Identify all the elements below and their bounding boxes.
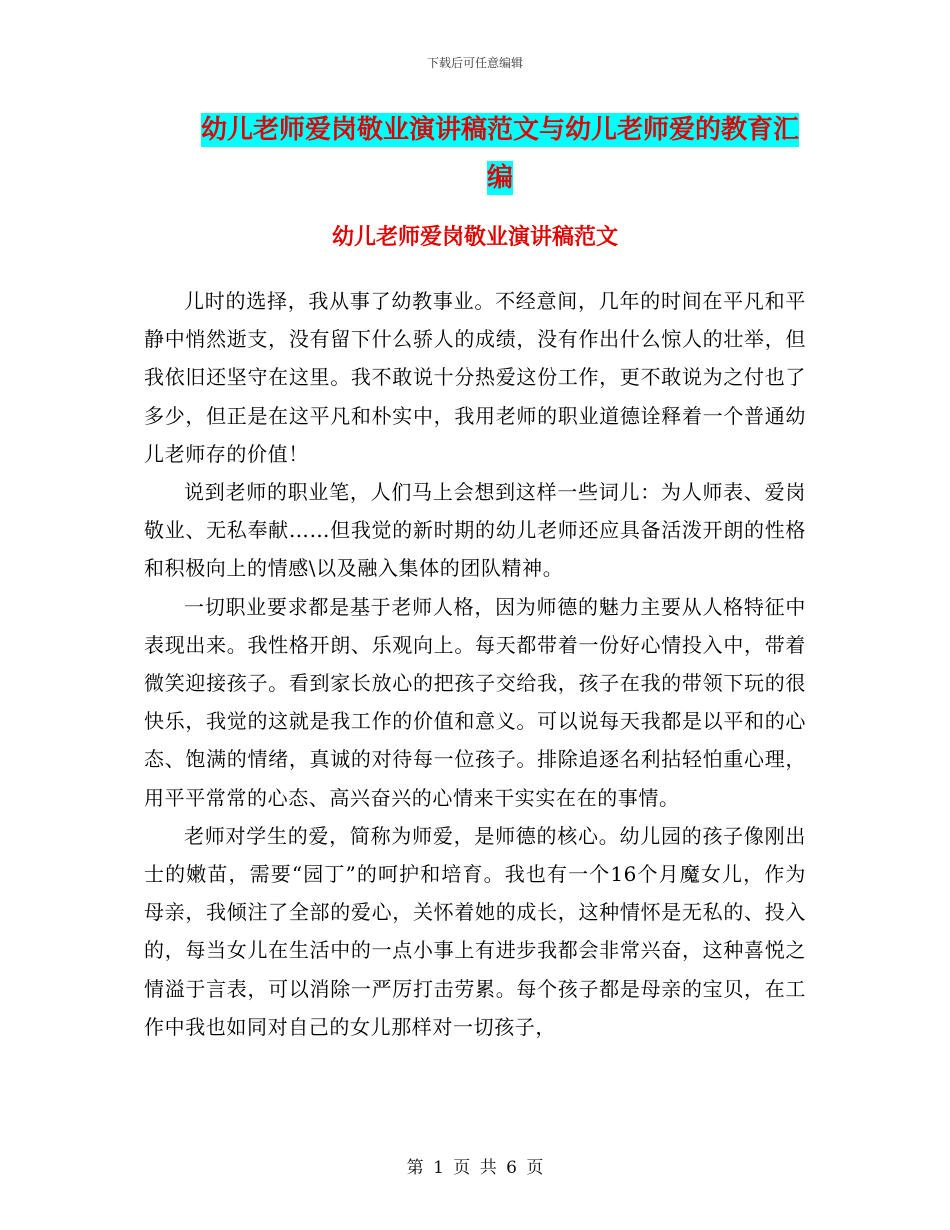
paragraph: 说到老师的职业笔，人们马上会想到这样一些词儿：为人师表、爱岗敬业、无私奉献……但我觉的新时期的幼儿老师还应具备活泼开朗的性格和积极向上的情感\以及融入集体的团队精神。 [144, 480, 806, 581]
paragraph: 儿时的选择，我从事了幼教事业。不经意间，几年的时间在平凡和平静中悄然逝支，没有留下什么骄人的成绩，没有作出什么惊人的壮举，但我依旧还坚守在这里。我不敢说十分热爱这份工作，更不敢说为之付也了多少，但正是在这平凡和朴实中，我用老师的职业道德诠释着一个普通幼儿老师存的价值！ [144, 289, 806, 466]
page-number-footer: 第 1 页 共 6 页 [406, 1158, 544, 1178]
paragraph: 一切职业要求都是基于老师人格，因为师德的魅力主要从人格特征中表现出来。我性格开朗、乐观向上。每天都带着一份好心情投入中，带着微笑迎接孩子。看到家长放心的把孩子交给我，孩子在我的带领下玩的很快乐，我觉的这就是我工作的价值和意义。可以说每天我都是以平和的心态、饱满的情绪，真诚的对待每一位孩子。排除追逐名利拈轻怕重心理，用平平常常的心态、高兴奋兴的心情来干实实在在的事情。 [144, 594, 806, 810]
header-note: 下载后可任意编辑 [426, 56, 523, 70]
document-title [190, 106, 810, 202]
section-title: 幼儿老师爱岗敬业演讲稿范文 [331, 224, 618, 250]
document-title-text: 幼儿老师爱岗敬业演讲稿范文与幼儿老师爱的教育汇编 [200, 115, 799, 193]
paragraph: 老师对学生的爱，简称为师爱，是师德的核心。幼儿园的孩子像刚出士的嫩苗，需要“园丁”的呵护和培育。我也有一个16个月魔女儿，作为母亲，我倾注了全部的爱心，关怀着她的成长，这种情怀是无私的、投入的，每当女儿在生活中的一点小事上有进步我都会非常兴奋，这种喜悦之情溢于言表，可以消除一严厉打击劳累。每个孩子都是母亲的宝贝，在工作中我也如同对自己的女儿那样对一切孩子， [144, 823, 806, 1039]
body-text [144, 282, 806, 1046]
